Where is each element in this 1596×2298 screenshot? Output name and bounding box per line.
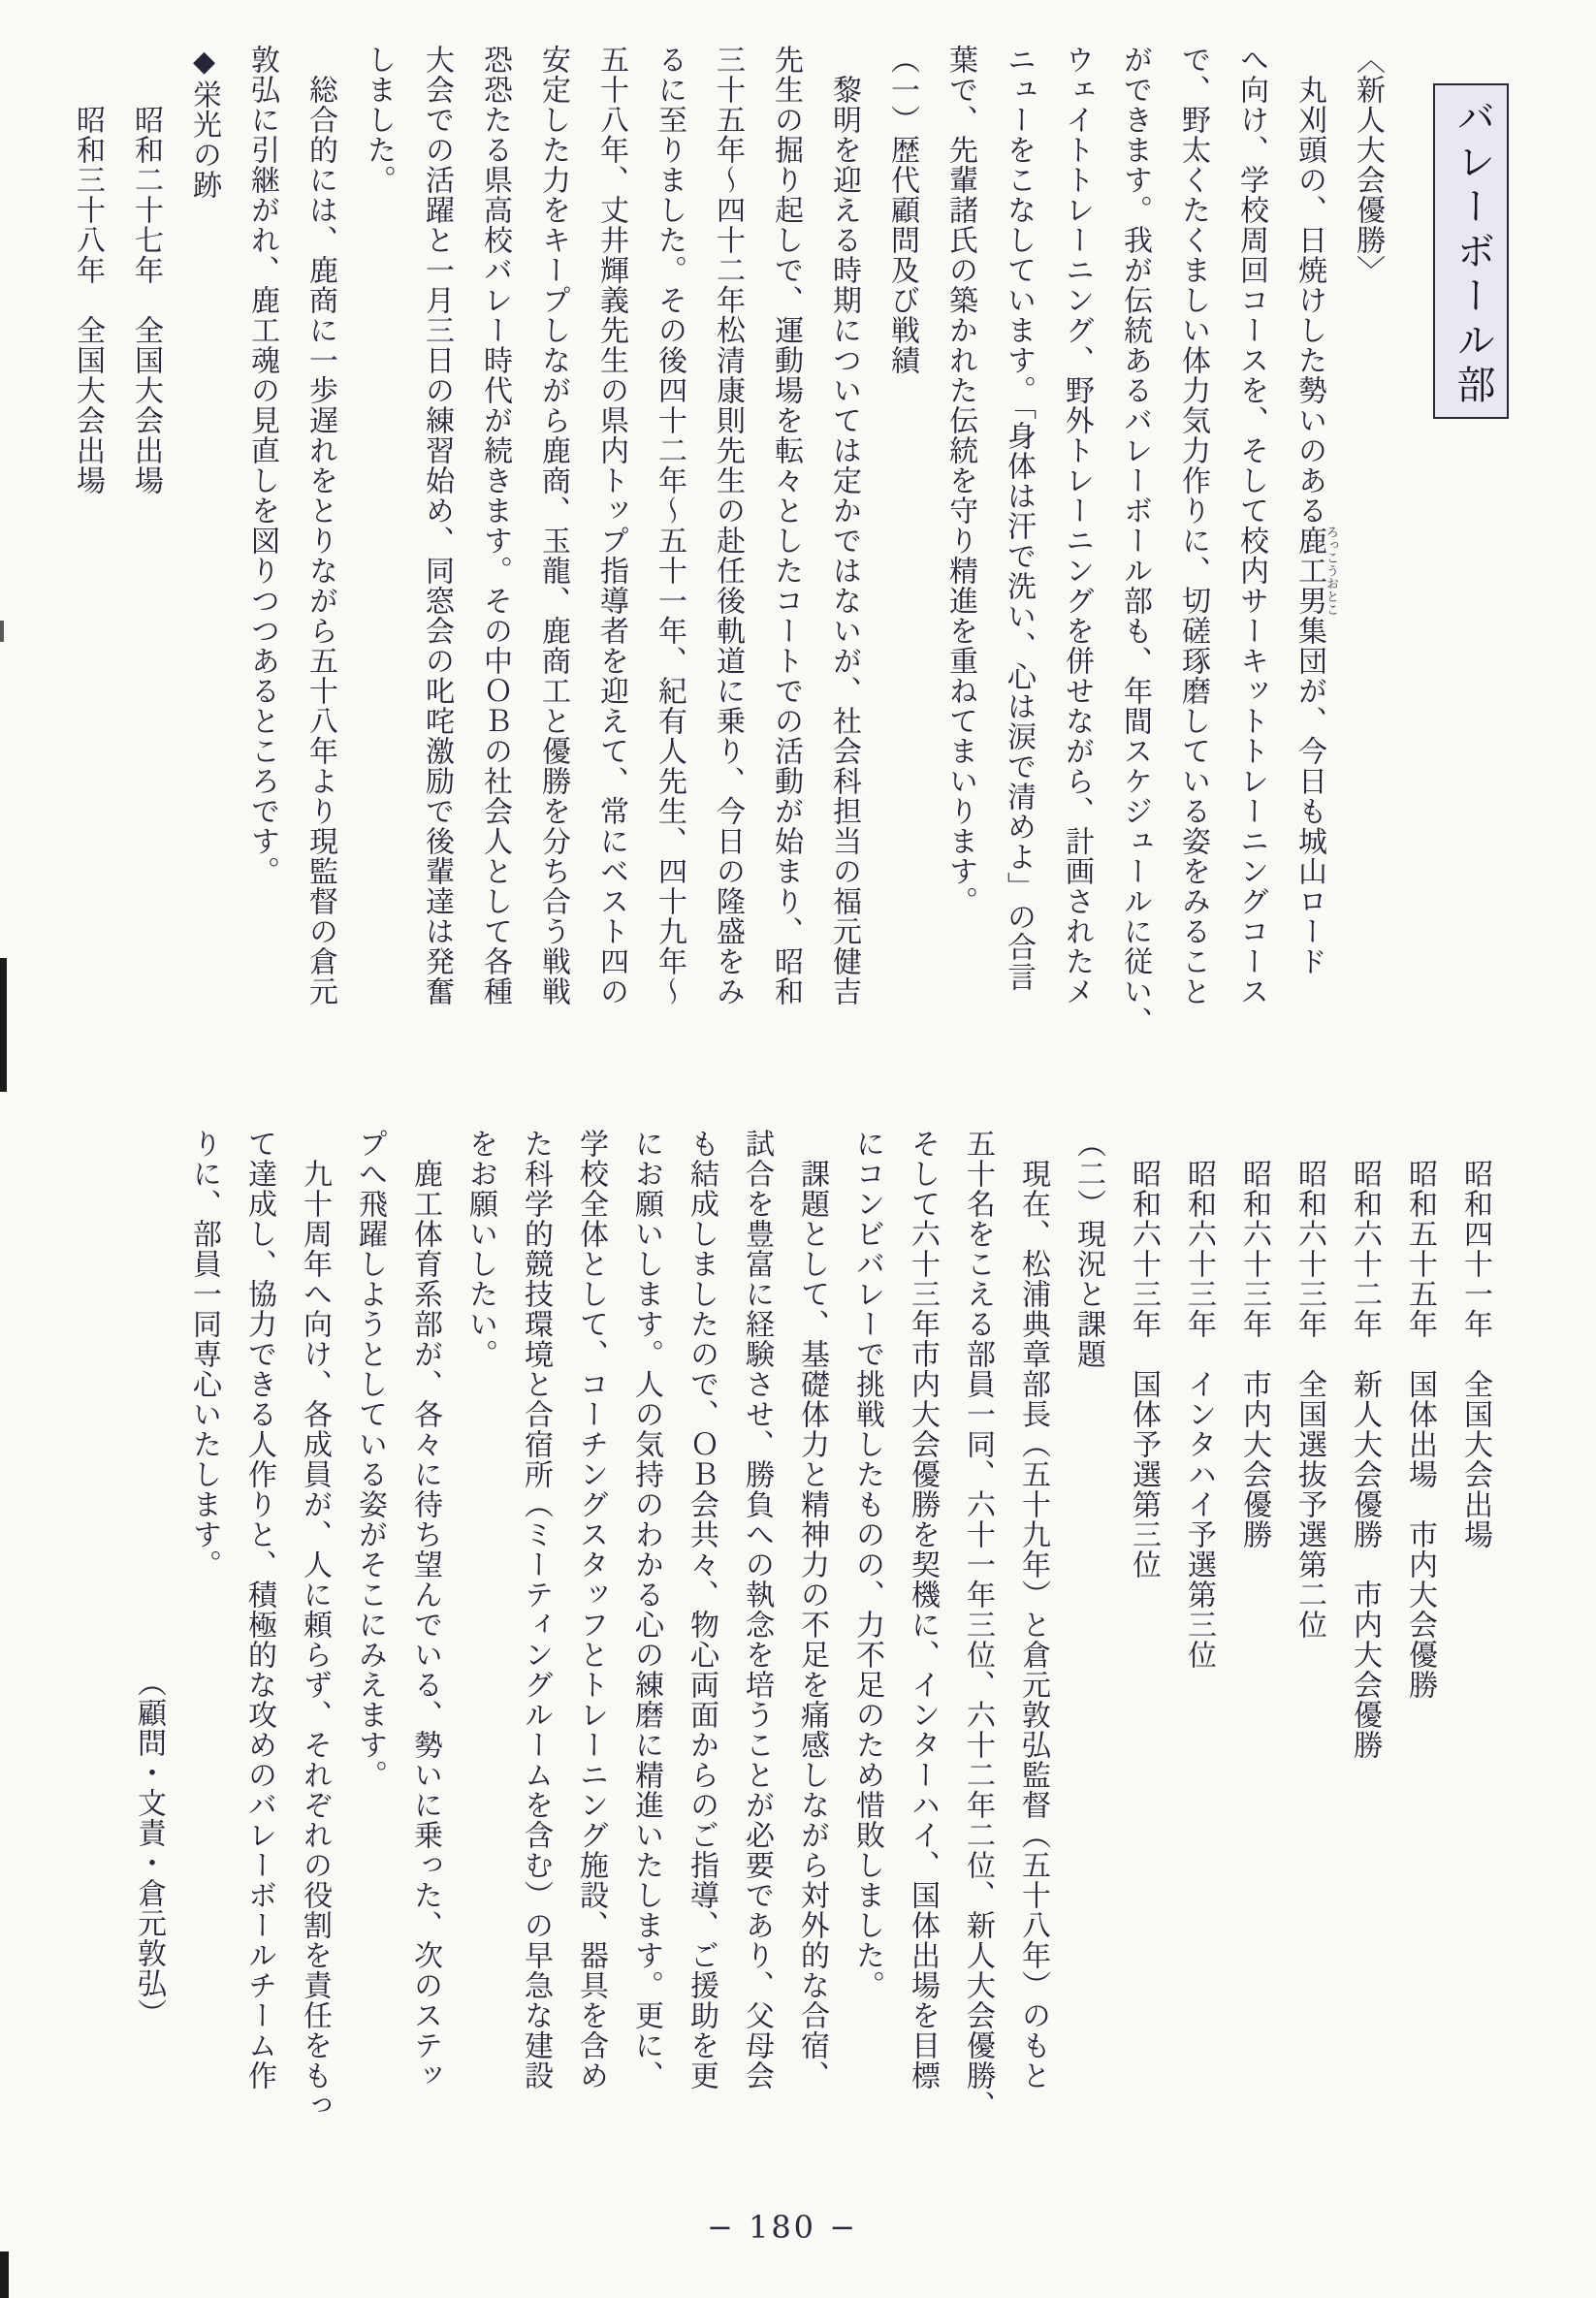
page-title: バレーボール部	[1451, 97, 1495, 409]
honor-item: 昭和六十二年 新人大会優勝 市内大会優勝	[1348, 1129, 1382, 1760]
body-column: 九十周年へ向け、各成員が、人に頼らず、それぞれの役割を責任をもっ	[298, 1129, 332, 2121]
body-column: 五十名をこえる部員一同、六十一年三位、六十二年二位、新人大会優勝、	[961, 1129, 995, 2121]
scan-artifact-bottom-left	[0, 2251, 9, 2298]
honor-heading: ◆栄光の跡	[187, 45, 221, 200]
body-column: 黎明を迎える時期については定かではないが、社会科担当の福元健吉	[827, 45, 861, 1006]
subsection-heading-status: （二）現況と課題	[1071, 1129, 1105, 1369]
body-column: ができます。我が伝統あるバレーボール部も、年間スケジュールに従い、	[1118, 45, 1152, 1037]
attribution: （顧問・文責・倉元敦弘）	[132, 1668, 166, 2028]
body-column: た科学的競技環境と合宿所（ミーティングルームを含む）の早急な建設	[519, 1129, 553, 2091]
club-title-box	[1433, 83, 1509, 419]
body-column: ニューをこなしています。「身体は汗で洗い、心は涙で清めよ」の合言	[1002, 45, 1036, 992]
body-column: 鹿工体育系部が、各々に待ち望んでいる、勢いに乗った、次のステッ	[408, 1129, 442, 2091]
body-column: にお願いします。人の気持のわかる心の練磨に精進いたします。更に、	[629, 1129, 663, 2091]
body-column: 現在、松浦典章部長（五十九年）と倉元敦弘監督（五十八年）のもと	[1016, 1129, 1050, 2091]
honor-item: 昭和六十三年 全国選抜予選第二位	[1293, 1129, 1326, 1640]
body-column: ウェイトトレーニング、野外トレーニングを併せながら、計画されたメ	[1060, 45, 1094, 1006]
body-column: 丸刈頭の、日焼けした勢いのある鹿工男ろっこうおとこ集団が、今日も城山ロード	[1293, 45, 1338, 976]
honor-item: 昭和三十八年 全国大会出場	[71, 45, 105, 495]
body-column: 五十八年、丈井輝義先生の県内トップ指導者を迎えて、常にベスト四の	[594, 45, 628, 1006]
body-column: て達成し、協力できる人作りと、積極的な攻めのバレーボールチーム作	[242, 1129, 276, 2091]
body-column: りに、部員一同専心いたします。	[187, 1129, 221, 1580]
body-column: 葉で、先輩諸氏の築かれた伝統を守り精進を重ねてまいります。	[943, 45, 977, 916]
honor-item: 昭和二十七年 全国大会出場	[129, 45, 163, 495]
section-heading-rookie-victory: 〈新人大会優勝〉	[1351, 45, 1385, 285]
body-column: 総合的には、鹿商に一歩遅れをとりながら五十八年より現監督の倉元	[303, 45, 337, 1006]
body-column: にコンビバレーで挑戦したものの、力不足のため惜敗しました。	[850, 1129, 884, 2000]
scan-artifact-left	[0, 958, 7, 1092]
body-column: るに至りました。その後四十二年〜五十一年、紀有人先生、四十九年〜	[653, 45, 686, 1006]
honor-item: 昭和六十三年 市内大会優勝	[1237, 1129, 1271, 1549]
body-column: をお願いしたい。	[463, 1129, 497, 1369]
body-column: しました。	[362, 45, 396, 195]
body-column: 大会での活躍と一月三日の練習始め、同窓会の叱咤激励で後輩達は発奮	[420, 45, 454, 1006]
body-column: も結成しましたので、ＯＢ会共々、物心両面からのご指導、ご援助を更	[685, 1129, 718, 2091]
body-column: そして六十三年市内大会優勝を契機に、インターハイ、国体出場を目標	[906, 1129, 940, 2091]
body-column: 学校全体として、コーチングスタッフとトレーニング施設、器具を含め	[574, 1129, 608, 2091]
body-column: で、野太くたくましい体力気力作りに、切磋琢磨している姿をみること	[1176, 45, 1210, 1006]
body-column: 安定した力をキープしながら鹿商、玉龍、鹿商工と優勝を分ち合う戦戦	[536, 45, 570, 1006]
body-column: 課題として、基礎体力と精神力の不足を痛感しながら対外的な合宿、	[795, 1129, 829, 2091]
scan-artifact-left-small	[0, 621, 4, 642]
body-column: 三十五年〜四十二年松清康則先生の赴任後軌道に乗り、今日の隆盛をみ	[711, 45, 745, 1006]
body-column: プへ飛躍しようとしている姿がそこにみえます。	[353, 1129, 387, 1790]
body-column: 試合を豊富に経験させ、勝負への執念を培うことが必要であり、父母会	[740, 1129, 774, 2091]
page-number: − 180 −	[706, 2209, 859, 2246]
top-text-block	[39, 45, 1396, 1043]
body-column: 恐恐たる県高校バレー時代が続きます。その中ＯＢの社会人として各種	[478, 45, 512, 1006]
body-column: へ向け、学校周回コースを、そして校内サーキットトレーニングコース	[1234, 45, 1268, 1006]
subsection-heading-history: （一）歴代顧問及び戦績	[885, 45, 919, 375]
body-column: 先生の掘り起しで、運動場を転々としたコートでの活動が始まり、昭和	[769, 45, 803, 1006]
honor-item: 昭和四十一年 全国大会出場	[1458, 1129, 1492, 1549]
honor-item: 昭和六十三年 国体予選第三位	[1127, 1129, 1161, 1580]
honor-item: 昭和五十五年 国体出場 市内大会優勝	[1403, 1129, 1437, 1700]
honor-item: 昭和六十三年 インタハイ予選第三位	[1182, 1129, 1216, 1670]
body-column: 敦弘に引継がれ、鹿工魂の見直しを図りつつあるところです。	[245, 45, 279, 886]
bottom-text-block	[107, 1129, 1503, 2154]
